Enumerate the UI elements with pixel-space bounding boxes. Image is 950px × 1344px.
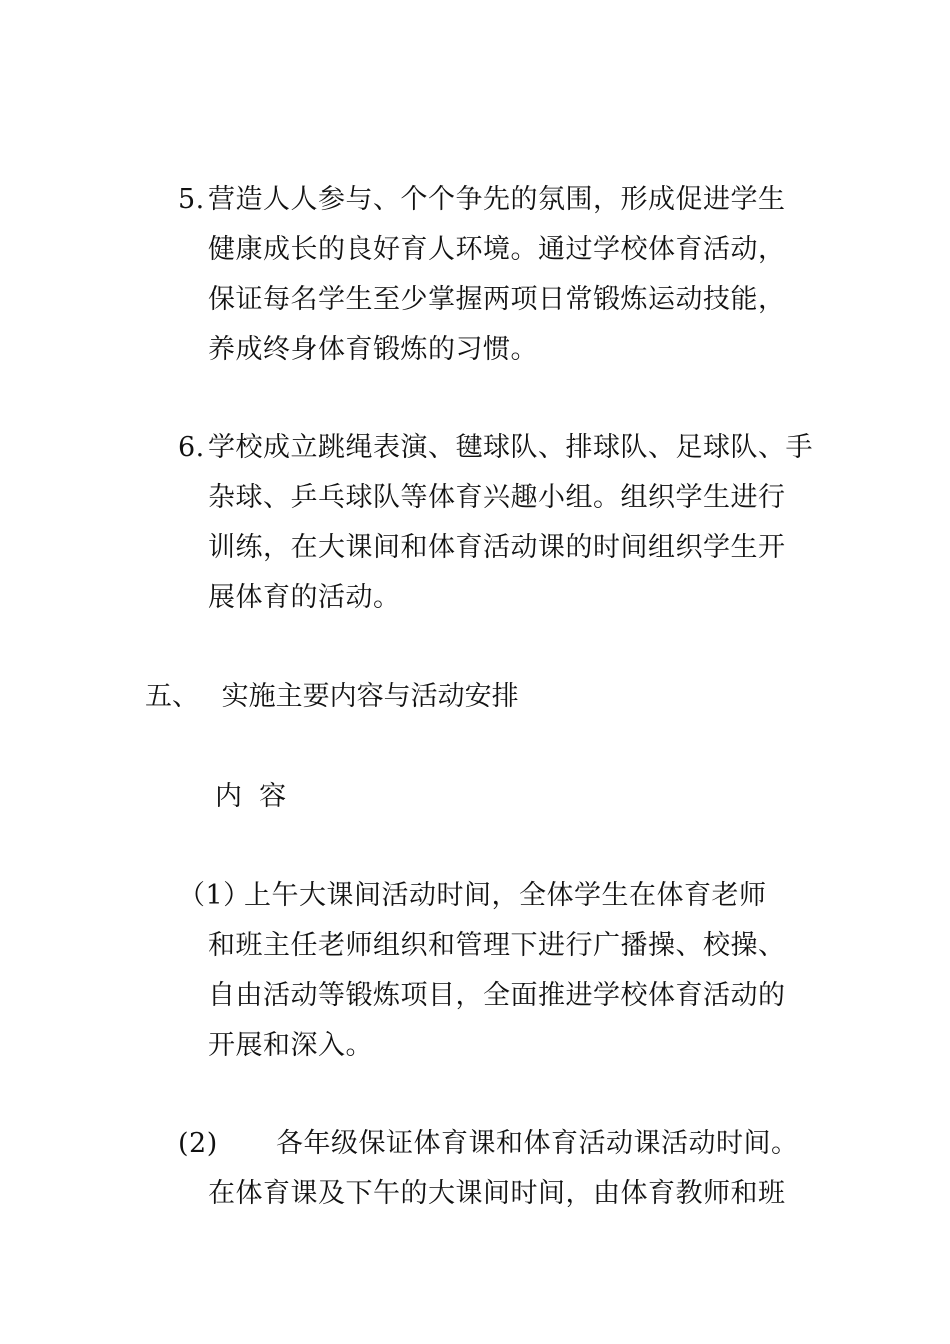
paragraph-line: 在体育课及下午的大课间时间，由体育教师和班 — [208, 1178, 786, 1209]
list-item-number: 5. — [178, 184, 205, 215]
paragraph-line: 各年级保证体育课和体育活动课活动时间。 — [276, 1128, 799, 1159]
section-number: 五、 — [145, 681, 199, 712]
list-item-number: 6. — [178, 432, 205, 463]
list-item-6 — [178, 423, 838, 623]
paragraph-line: 健康成长的良好育人环境。通过学校体育活动， — [208, 234, 786, 265]
section-title: 实施主要内容与活动安排 — [221, 681, 519, 712]
sub-item-2 — [178, 1119, 858, 1219]
paragraph-line: 和班主任老师组织和管理下进行广播操、校操、 — [208, 930, 786, 961]
sub-item-number: （1） — [178, 880, 251, 911]
paragraph-line: 保证每名学生至少掌握两项日常锻炼运动技能， — [208, 284, 786, 315]
sub-item-number: (2) — [178, 1128, 218, 1159]
paragraph-line: 展体育的活动。 — [208, 582, 401, 613]
paragraph-line: 训练，在大课间和体育活动课的时间组织学生开 — [208, 532, 786, 563]
list-item-5 — [178, 175, 838, 375]
paragraph-line: 养成终身体育锻炼的习惯。 — [208, 334, 538, 365]
paragraph-line: 开展和深入。 — [208, 1030, 373, 1061]
subheading: 内 容 — [215, 781, 287, 812]
paragraph-line: 自由活动等锻炼项目，全面推进学校体育活动的 — [208, 980, 786, 1011]
paragraph-line: 杂球、乒乓球队等体育兴趣小组。组织学生进行 — [208, 482, 786, 513]
section-heading — [145, 672, 519, 722]
paragraph-line: 上午大课间活动时间，全体学生在体育老师 — [244, 880, 767, 911]
paragraph-line: 学校成立跳绳表演、毽球队、排球队、足球队、手 — [208, 432, 813, 463]
paragraph-line: 营造人人参与、个个争先的氛围，形成促进学生 — [208, 184, 786, 215]
sub-item-1 — [178, 871, 838, 1071]
